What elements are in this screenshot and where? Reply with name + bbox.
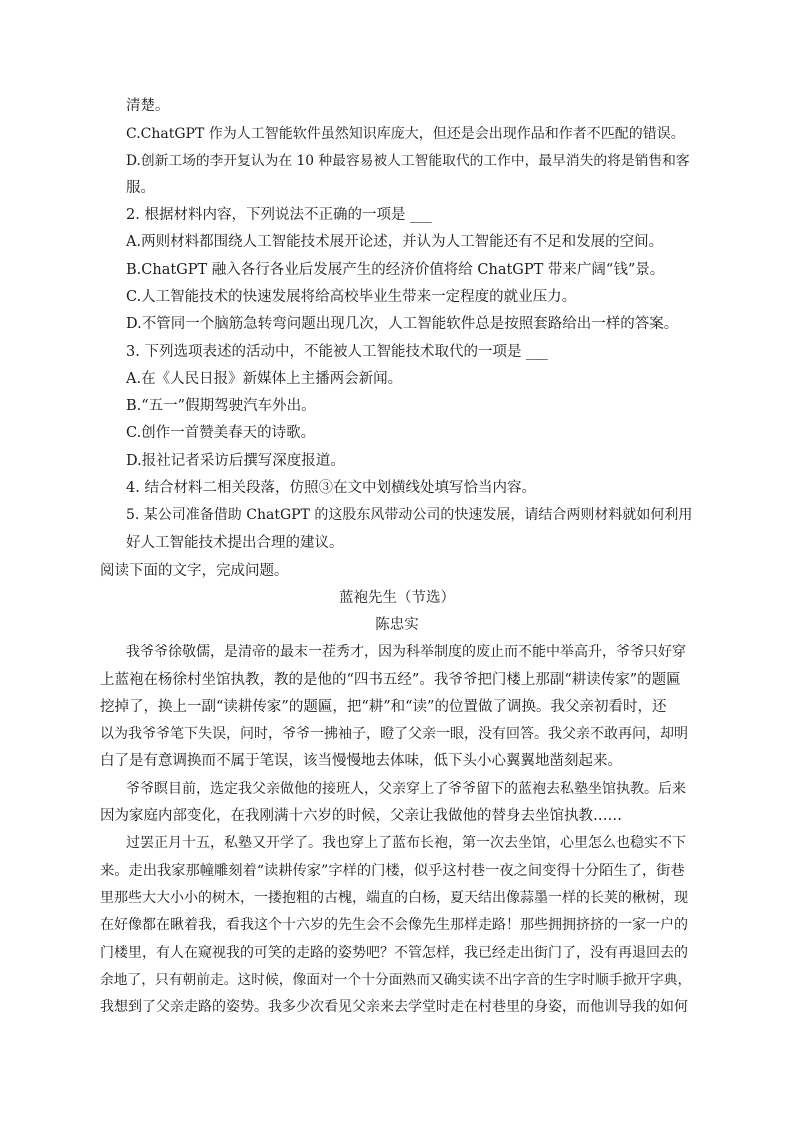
question-3: 3. 下列选项表述的活动中，不能被人工智能技术取代的一项是 ___	[126, 344, 548, 360]
option-c-line: C.ChatGPT 作为人工智能软件虽然知识库庞大，但还是会出现作品和作者不匹配的错误。	[126, 126, 685, 142]
paragraph-line: 来。走出我家那幢雕刻着“读耕传家”字样的门楼，似乎这村巷一夜之间变得十分陌生了，街巷	[100, 863, 685, 879]
text-line: 好人工智能技术提出合理的建议。	[126, 535, 344, 551]
question-4: 4. 结合材料二相关段落，仿照③在文中划横线处填写恰当内容。	[126, 480, 536, 496]
option-b-line: B.ChatGPT 融入各行各业后发展产生的经济价值将给 ChatGPT 带来广阔“钱”景。	[126, 262, 665, 278]
option-d-line: D.不管同一个脑筋急转弯问题出现几次，人工智能软件总是按照套路给出一样的答案。	[126, 316, 679, 332]
option-c-line: C.人工智能技术的快速发展将给高校毕业生带来一定程度的就业压力。	[126, 289, 577, 305]
option-d-line: D.创新工场的李开复认为在 10 种最容易被人工智能取代的工作中，最早消失的将是销售和客	[126, 153, 690, 169]
question-2: 2. 根据材料内容，下列说法不正确的一项是 ___	[126, 207, 432, 223]
option-a-line: A.两则材料都围绕人工智能技术展开论述，并认为人工智能还有不足和发展的空间。	[126, 234, 664, 250]
paragraph-line: 因为家庭内部变化，在我刚满十六岁的时候，父亲让我做他的替身去坐馆执教……	[100, 808, 622, 824]
article-author: 陈忠实	[375, 617, 419, 633]
option-b-line: B.“五一”假期驾驶汽车外出。	[126, 398, 316, 414]
paragraph-line: 以为我爷爷笔下失误，问时，爷爷一拂袖子，瞪了父亲一眼，没有回答。我父亲不敢再问，却明	[100, 726, 688, 742]
paragraph-line: 里那些大大小小的树木，一搂抱粗的古槐，端直的白杨，夏天结出像蒜墨一样的长荚的楸树，现	[100, 890, 688, 906]
text-line: 清楚。	[126, 98, 170, 114]
paragraph-line: 挖掉了，换上一副“读耕传家”的题匾，把“耕”和“读”的位置做了调换。我父亲初看时，还	[100, 699, 667, 715]
paragraph-line: 爷爷瞑目前，选定我父亲做他的接班人，父亲穿上了爷爷留下的蓝袍去私塾坐馆执教。后来	[126, 781, 686, 797]
paragraph-line: 我想到了父亲走路的姿势。我多少次看见父亲来去学堂时走在村巷里的身姿，而他训导我的如何	[100, 999, 688, 1015]
paragraph-line: 在好像都在瞅着我，看我这个十六岁的先生会不会像先生那样走路！那些拥拥挤挤的一家一户的	[100, 917, 688, 933]
option-a-line: A.在《人民日报》新媒体上主播两会新闻。	[126, 371, 403, 387]
text-line: 服。	[126, 180, 155, 196]
paragraph-line: 过罢正月十五，私塾又开学了。我也穿上了蓝布长袍，第一次去坐馆，心里怎么也稳实不下	[126, 835, 686, 851]
paragraph-line: 门楼里，有人在窥视我的可笑的走路的姿势吧？不管怎样，我已经走出街门了，没有再退回去的	[100, 945, 688, 961]
paragraph-line: 上蓝袍在杨徐村坐馆执教，教的是他的“四书五经”。我爷爷把门楼上那副“耕读传家”的题匾	[100, 672, 681, 688]
paragraph-line: 余地了，只有朝前走。这时候，像面对一个十分面熟而又确实读不出字音的生字时顺手掀开字典，	[100, 972, 692, 988]
paragraph-line: 我爷爷徐敬儒，是清帝的最末一茬秀才，因为科举制度的废止而不能中举高升，爷爷只好穿	[126, 644, 686, 660]
paragraph-line: 白了是有意调换而不属于笔误，该当慢慢地去体味，低下头小心翼翼地凿刻起来。	[100, 753, 622, 769]
question-5: 5. 某公司准备借助 ChatGPT 的这股东风带动公司的快速发展，请结合两则材料就如何利用	[126, 507, 693, 523]
option-c-line: C.创作一首赞美春天的诗歌。	[126, 425, 316, 441]
option-d-line: D.报社记者采访后撰写深度报道。	[126, 453, 345, 469]
article-title: 蓝袍先生（节选）	[339, 590, 455, 606]
reading-instruction: 阅读下面的文字，完成问题。	[100, 563, 289, 579]
